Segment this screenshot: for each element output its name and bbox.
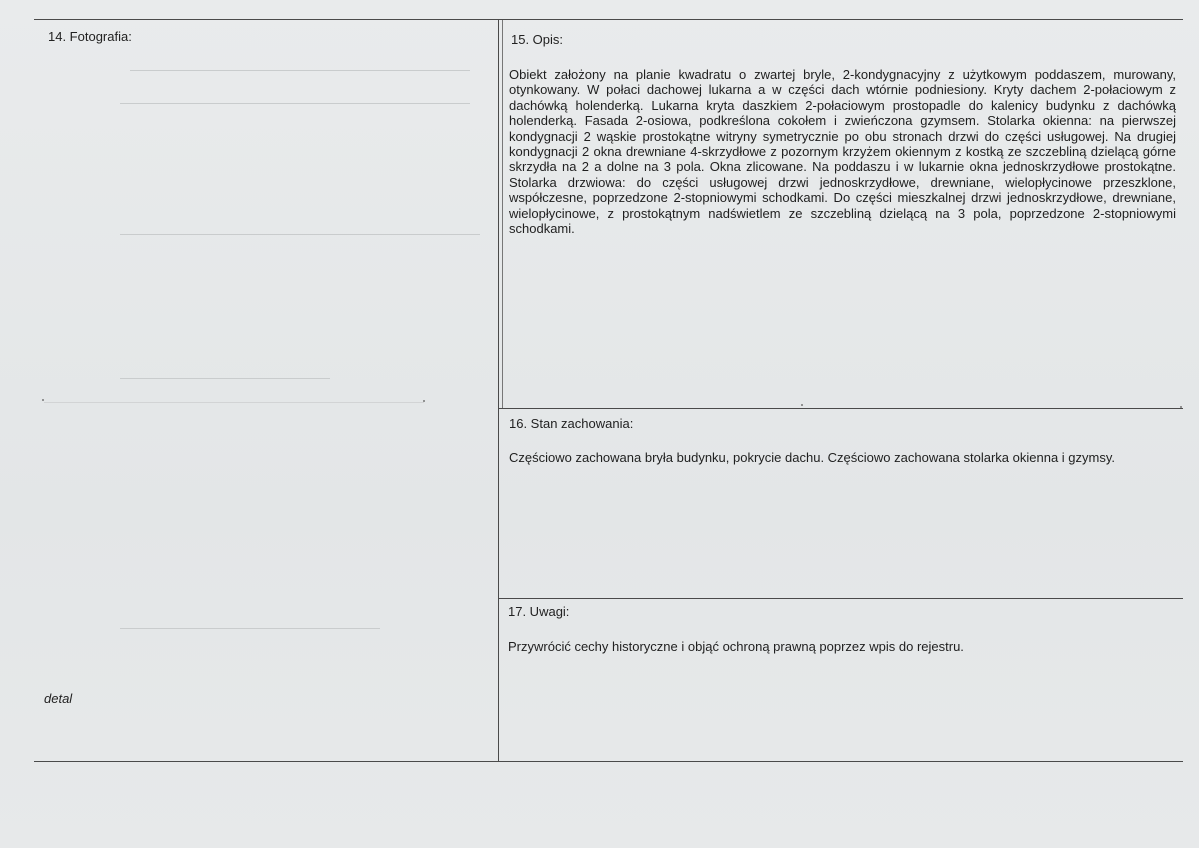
show-through-line xyxy=(120,103,470,104)
mark-dot xyxy=(42,399,44,401)
remarks-section-label: 17. Uwagi: xyxy=(508,604,570,619)
mark-dot xyxy=(801,404,803,406)
show-through-line xyxy=(130,70,470,71)
bottom-border xyxy=(34,761,1183,762)
top-border xyxy=(34,19,1183,20)
description-section-label: 15. Opis: xyxy=(511,32,564,47)
photo-caption: detal xyxy=(44,691,73,706)
show-through-line xyxy=(120,378,330,379)
show-through-line xyxy=(120,234,480,235)
column-divider xyxy=(498,20,499,761)
condition-text: Częściowo zachowana bryła budynku, pokrycie dachu. Częściowo zachowana stolarka okienna i gzymsy. xyxy=(509,450,1116,465)
remarks-text: Przywrócić cechy historyczne i objąć ochroną prawną poprzez wpis do rejestru. xyxy=(508,639,964,654)
mark-dot xyxy=(1180,406,1182,408)
mark-line xyxy=(44,402,424,403)
description-text: Obiekt założony na planie kwadratu o zwartej bryle, 2-kondygnacyjny z użytkowym poddaszem, murowany, otynkowany. W połaci dachowej lukarna a w części dach wtórnie podniesiony. Kryty dachem 2-połaciowym z dachówką holenderką. Lukarna kryta daszkiem 2-połaciowym prostopadle do kalenicy budynku z dachówką holenderką. Fasada 2-osiowa, podkreślona cokołem i zwieńczona gzymsem. Stolarka okienna: na pierwszej kondygnacji 2 wąskie prostokątne witryny symetrycznie po obu stronach drzwi do części usługowej. Na drugiej kondygnacji 2 okna drewniane 4-skrzydłowe z pozornym krzyżem okiennym z kostką ze szczebliną dzielącą górne skrzydła na 2 a dolne na 3 pola. Okna zlicowane. Na poddaszu i w lukarnie okna jednoskrzydłowe prostokątne. Stolarka drzwiowa: do części usługowej drzwi jednoskrzydłowe, drewniane, wielopłycinowe przeszklone, współczesne, poprzedzone 2-stopniowymi schodkami. Do części mieszkalnej drzwi jednoskrzydłowe, drewniane, wielopłycinowe, z prostokątnym nadświetlem ze szczebliną dzielącą na 3 pola, poprzedzone 2-stopniowymi schodkami. xyxy=(509,67,1176,237)
condition-section-label: 16. Stan zachowania: xyxy=(509,416,634,431)
photo-section-label: 14. Fotografia: xyxy=(48,29,132,44)
show-through-line xyxy=(120,628,380,629)
section-divider-16 xyxy=(499,408,1183,409)
section-divider-17 xyxy=(499,598,1183,599)
inner-left-divider xyxy=(502,20,503,408)
